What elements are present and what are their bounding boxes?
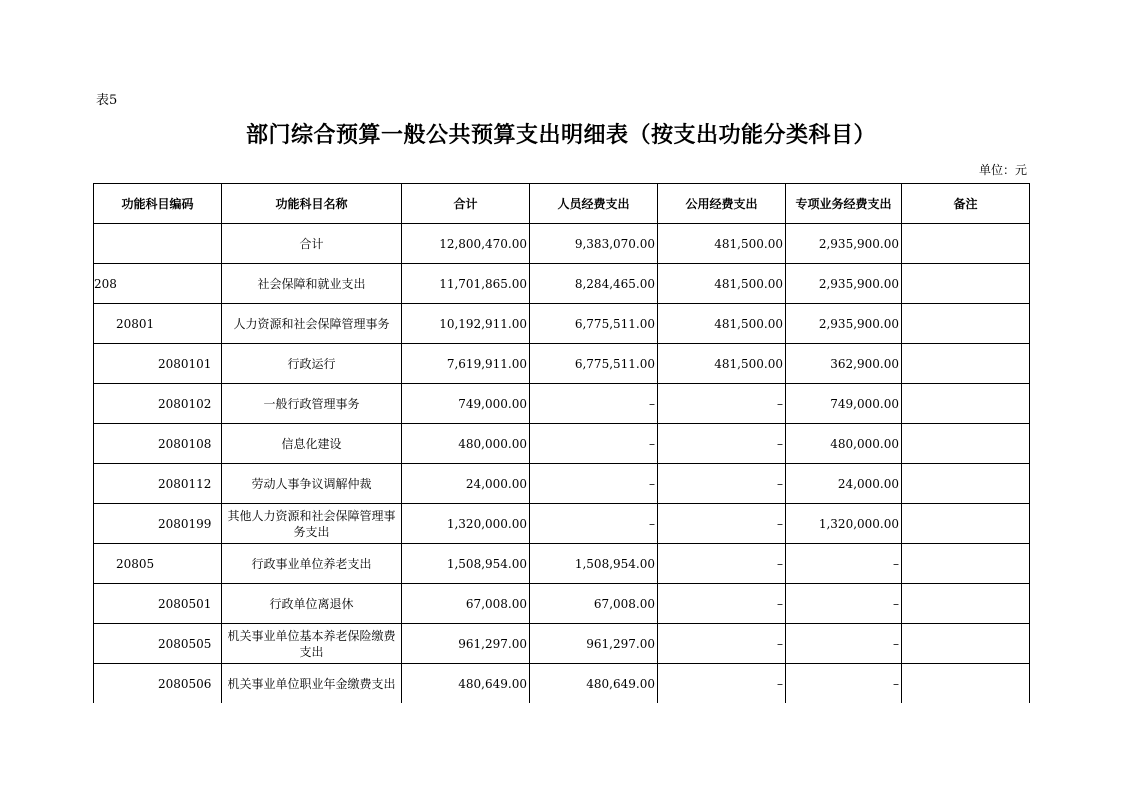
cell-total: 961,297.00 — [402, 624, 530, 664]
header-public: 公用经费支出 — [658, 184, 786, 224]
cell-total: 12,800,470.00 — [402, 224, 530, 264]
cell-special: – — [786, 624, 902, 664]
cell-name: 其他人力资源和社会保障管理事务支出 — [222, 504, 402, 544]
cell-total: 10,192,911.00 — [402, 304, 530, 344]
cell-name: 社会保障和就业支出 — [222, 264, 402, 304]
cell-special: 24,000.00 — [786, 464, 902, 504]
cell-code — [94, 224, 222, 264]
table-row — [94, 624, 1030, 664]
cell-name: 人力资源和社会保障管理事务 — [222, 304, 402, 344]
cell-personnel: 8,284,465.00 — [530, 264, 658, 304]
cell-personnel: 1,508,954.00 — [530, 544, 658, 584]
cell-total: 67,008.00 — [402, 584, 530, 624]
cell-special: – — [786, 584, 902, 624]
table-row — [94, 264, 1030, 304]
cell-code: 2080505 — [94, 624, 222, 664]
cell-total: 11,701,865.00 — [402, 264, 530, 304]
cell-name: 机关事业单位职业年金缴费支出 — [222, 664, 402, 704]
cell-note — [902, 344, 1030, 384]
cell-personnel: 9,383,070.00 — [530, 224, 658, 264]
cell-public: – — [658, 544, 786, 584]
cell-personnel: – — [530, 464, 658, 504]
cell-public: 481,500.00 — [658, 344, 786, 384]
cell-name: 行政单位离退休 — [222, 584, 402, 624]
cell-code: 2080101 — [94, 344, 222, 384]
cell-note — [902, 464, 1030, 504]
cell-note — [902, 304, 1030, 344]
table-row — [94, 224, 1030, 264]
header-total: 合计 — [402, 184, 530, 224]
table-row — [94, 664, 1030, 704]
header-personnel: 人员经费支出 — [530, 184, 658, 224]
cell-personnel: – — [530, 424, 658, 464]
cell-note — [902, 624, 1030, 664]
cell-public: 481,500.00 — [658, 304, 786, 344]
cell-note — [902, 424, 1030, 464]
table-row — [94, 384, 1030, 424]
budget-table — [93, 183, 1030, 703]
cell-special: 480,000.00 — [786, 424, 902, 464]
cell-note — [902, 544, 1030, 584]
header-special: 专项业务经费支出 — [786, 184, 902, 224]
cell-code: 2080506 — [94, 664, 222, 704]
cell-special: 2,935,900.00 — [786, 304, 902, 344]
cell-special: – — [786, 664, 902, 704]
cell-note — [902, 504, 1030, 544]
cell-code: 2080102 — [94, 384, 222, 424]
cell-code: 2080112 — [94, 464, 222, 504]
cell-name: 行政运行 — [222, 344, 402, 384]
page-title: 部门综合预算一般公共预算支出明细表（按支出功能分类科目） — [245, 122, 876, 148]
cell-special: 1,320,000.00 — [786, 504, 902, 544]
header-code: 功能科目编码 — [94, 184, 222, 224]
cell-personnel: 480,649.00 — [530, 664, 658, 704]
cell-personnel: – — [530, 384, 658, 424]
cell-special: 362,900.00 — [786, 344, 902, 384]
cell-total: 480,649.00 — [402, 664, 530, 704]
cell-total: 1,320,000.00 — [402, 504, 530, 544]
cell-name: 信息化建设 — [222, 424, 402, 464]
table-row — [94, 504, 1030, 544]
cell-name: 合计 — [222, 224, 402, 264]
cell-special: 2,935,900.00 — [786, 264, 902, 304]
cell-note — [902, 264, 1030, 304]
table-row — [94, 464, 1030, 504]
table-row — [94, 584, 1030, 624]
cell-code: 20801 — [94, 304, 222, 344]
cell-special: 749,000.00 — [786, 384, 902, 424]
table-row — [94, 304, 1030, 344]
cell-name: 一般行政管理事务 — [222, 384, 402, 424]
cell-total: 24,000.00 — [402, 464, 530, 504]
cell-public: – — [658, 664, 786, 704]
cell-public: – — [658, 624, 786, 664]
cell-public: 481,500.00 — [658, 224, 786, 264]
table-row — [94, 424, 1030, 464]
cell-total: 480,000.00 — [402, 424, 530, 464]
cell-code: 2080501 — [94, 584, 222, 624]
cell-public: – — [658, 584, 786, 624]
cell-note — [902, 664, 1030, 704]
cell-total: 7,619,911.00 — [402, 344, 530, 384]
cell-total: 1,508,954.00 — [402, 544, 530, 584]
table-body — [94, 224, 1030, 704]
cell-special: – — [786, 544, 902, 584]
cell-personnel: 67,008.00 — [530, 584, 658, 624]
cell-personnel: 961,297.00 — [530, 624, 658, 664]
cell-public: 481,500.00 — [658, 264, 786, 304]
cell-personnel: 6,775,511.00 — [530, 344, 658, 384]
cell-personnel: 6,775,511.00 — [530, 304, 658, 344]
cell-name: 行政事业单位养老支出 — [222, 544, 402, 584]
table-header-row — [94, 184, 1030, 224]
cell-special: 2,935,900.00 — [786, 224, 902, 264]
cell-note — [902, 584, 1030, 624]
cell-public: – — [658, 464, 786, 504]
cell-note — [902, 384, 1030, 424]
header-name: 功能科目名称 — [222, 184, 402, 224]
cell-code: 2080199 — [94, 504, 222, 544]
header-note: 备注 — [902, 184, 1030, 224]
cell-public: – — [658, 424, 786, 464]
cell-name: 机关事业单位基本养老保险缴费支出 — [222, 624, 402, 664]
table-number-label: 表5 — [96, 93, 118, 108]
cell-total: 749,000.00 — [402, 384, 530, 424]
cell-public: – — [658, 504, 786, 544]
cell-code: 2080108 — [94, 424, 222, 464]
cell-code: 20805 — [94, 544, 222, 584]
unit-label: 单位：元 — [978, 163, 1027, 177]
cell-note — [902, 224, 1030, 264]
cell-code: 208 — [94, 264, 222, 304]
cell-name: 劳动人事争议调解仲裁 — [222, 464, 402, 504]
cell-personnel: – — [530, 504, 658, 544]
table-row — [94, 344, 1030, 384]
table-row — [94, 544, 1030, 584]
cell-public: – — [658, 384, 786, 424]
